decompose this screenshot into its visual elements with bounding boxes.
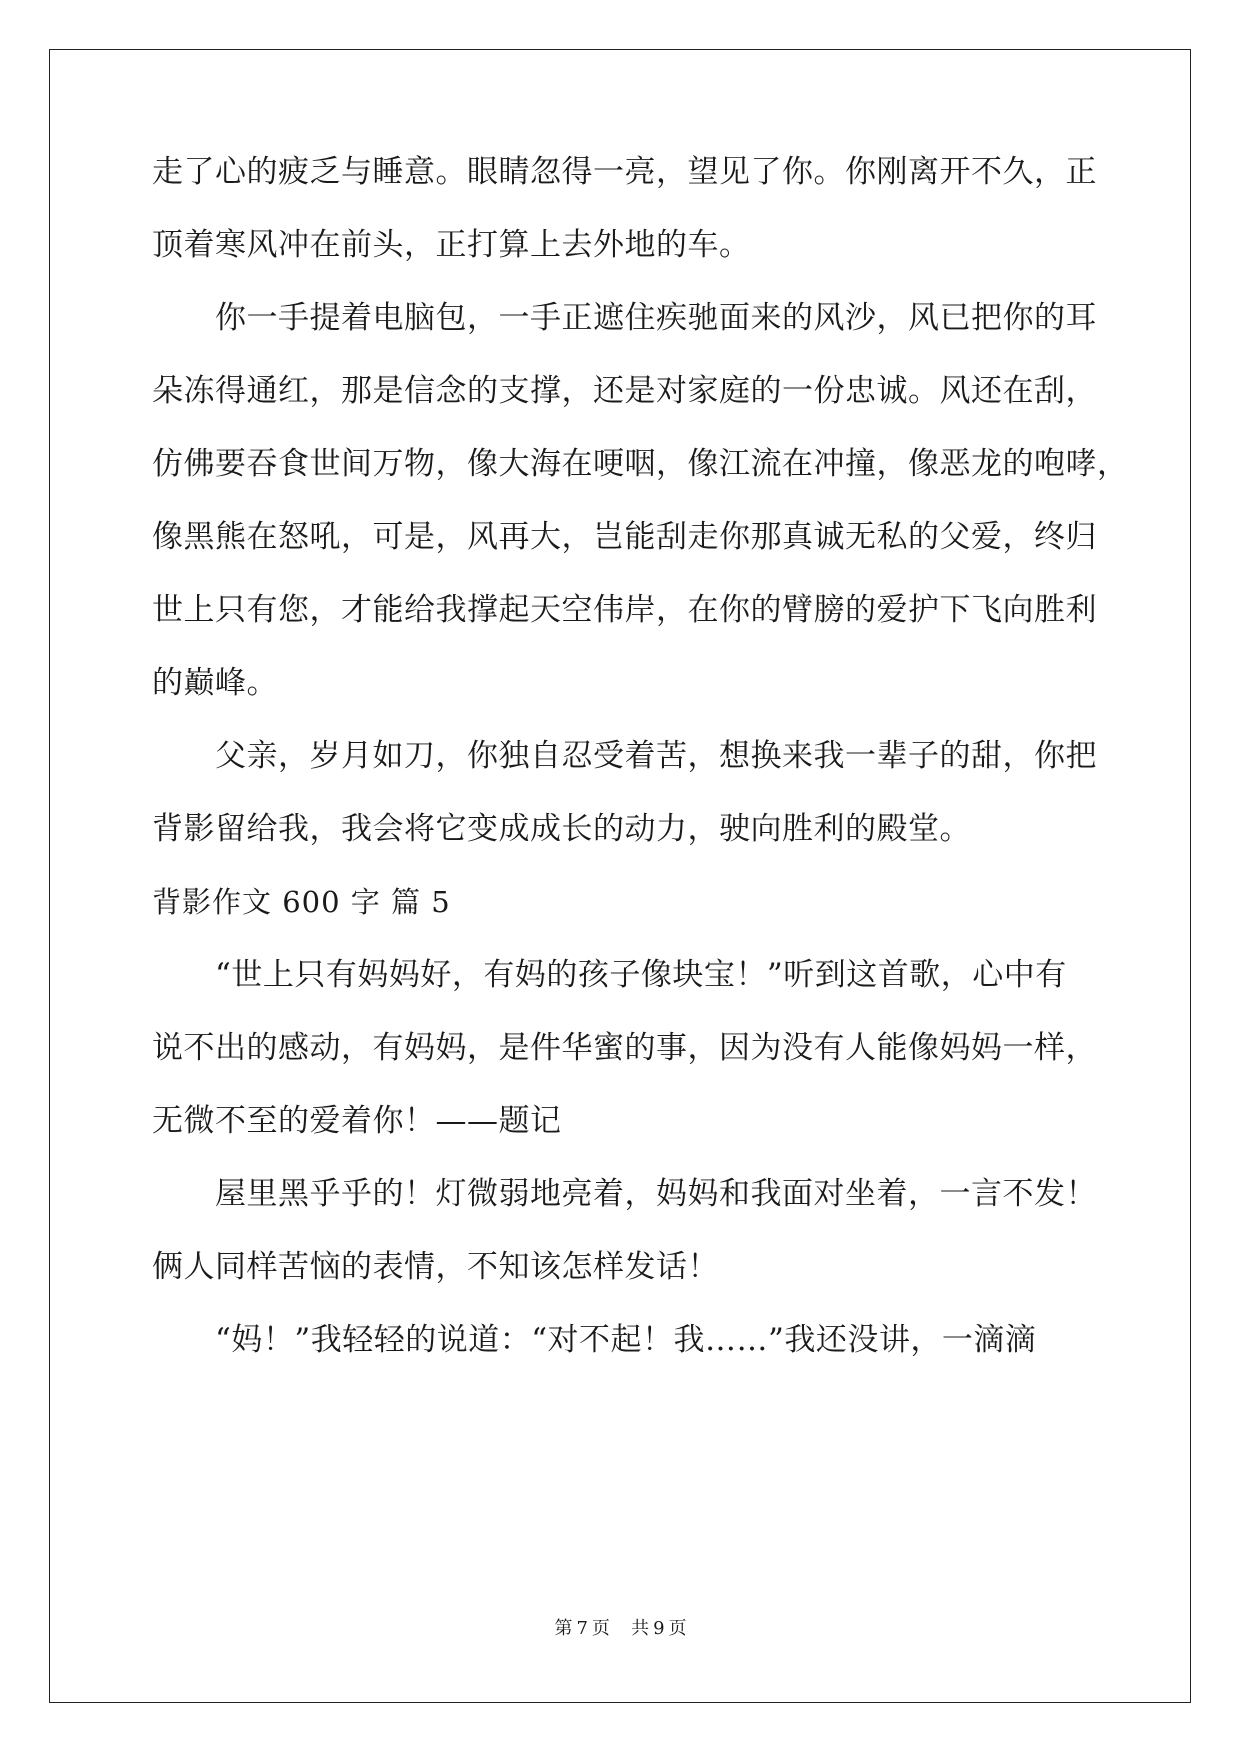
paragraph-line: 父亲，岁月如刀，你独自忍受着苦，想换来我一辈子的甜，你把 xyxy=(215,738,1097,774)
footer-total-label: 共 xyxy=(631,1618,650,1639)
paragraph-line: 你一手提着电脑包，一手正遮住疾驰面来的风沙，风已把你的耳 xyxy=(215,300,1097,336)
paragraph-line: 俩人同样苦恼的表情，不知该怎样发话！ xyxy=(152,1249,719,1285)
paragraph-line: 仿佛要吞食世间万物，像大海在哽咽，像江流在冲撞，像恶龙的咆哮， xyxy=(152,446,1129,482)
footer-page-suffix: 页 xyxy=(591,1618,610,1639)
paragraph-line: 的巅峰。 xyxy=(152,665,278,701)
paragraph-line: 顶着寒风冲在前头，正打算上去外地的车。 xyxy=(152,227,751,263)
footer-total-suffix: 页 xyxy=(668,1618,687,1639)
paragraph-line: “世上只有妈妈好，有妈的孩子像块宝！”听到这首歌，心中有 xyxy=(215,957,1067,993)
paragraph-line: 朵冻得通红，那是信念的支撑，还是对家庭的一份忠诚。风还在刮， xyxy=(152,373,1097,409)
page-footer xyxy=(0,1617,1241,1641)
paragraph-line: 走了心的疲乏与睡意。眼睛忽得一亮，望见了你。你刚离开不久，正 xyxy=(152,154,1097,190)
footer-total-pages: 9 xyxy=(653,1618,665,1639)
paragraph-line: 说不出的感动，有妈妈，是件华蜜的事，因为没有人能像妈妈一样， xyxy=(152,1030,1097,1066)
footer-current-label: 第 xyxy=(554,1618,573,1639)
paragraph-line: 背影留给我，我会将它变成成长的动力，驶向胜利的殿堂。 xyxy=(152,811,971,847)
paragraph-line: 无微不至的爱着你！——题记 xyxy=(152,1103,562,1139)
paragraph-line: 像黑熊在怒吼，可是，风再大，岂能刮走你那真诚无私的父爱，终归 xyxy=(152,519,1097,555)
footer-current-page: 7 xyxy=(576,1618,588,1639)
paragraph-line: 世上只有您，才能给我撑起天空伟岸，在你的臂膀的爱护下飞向胜利 xyxy=(152,592,1097,628)
section-heading: 背影作文 600 字 篇 5 xyxy=(152,885,451,919)
paragraph-line: “妈！”我轻轻的说道：“对不起！我……”我还没讲，一滴滴 xyxy=(215,1322,1037,1358)
paragraph-line: 屋里黑乎乎的！灯微弱地亮着，妈妈和我面对坐着，一言不发！ xyxy=(215,1176,1097,1212)
